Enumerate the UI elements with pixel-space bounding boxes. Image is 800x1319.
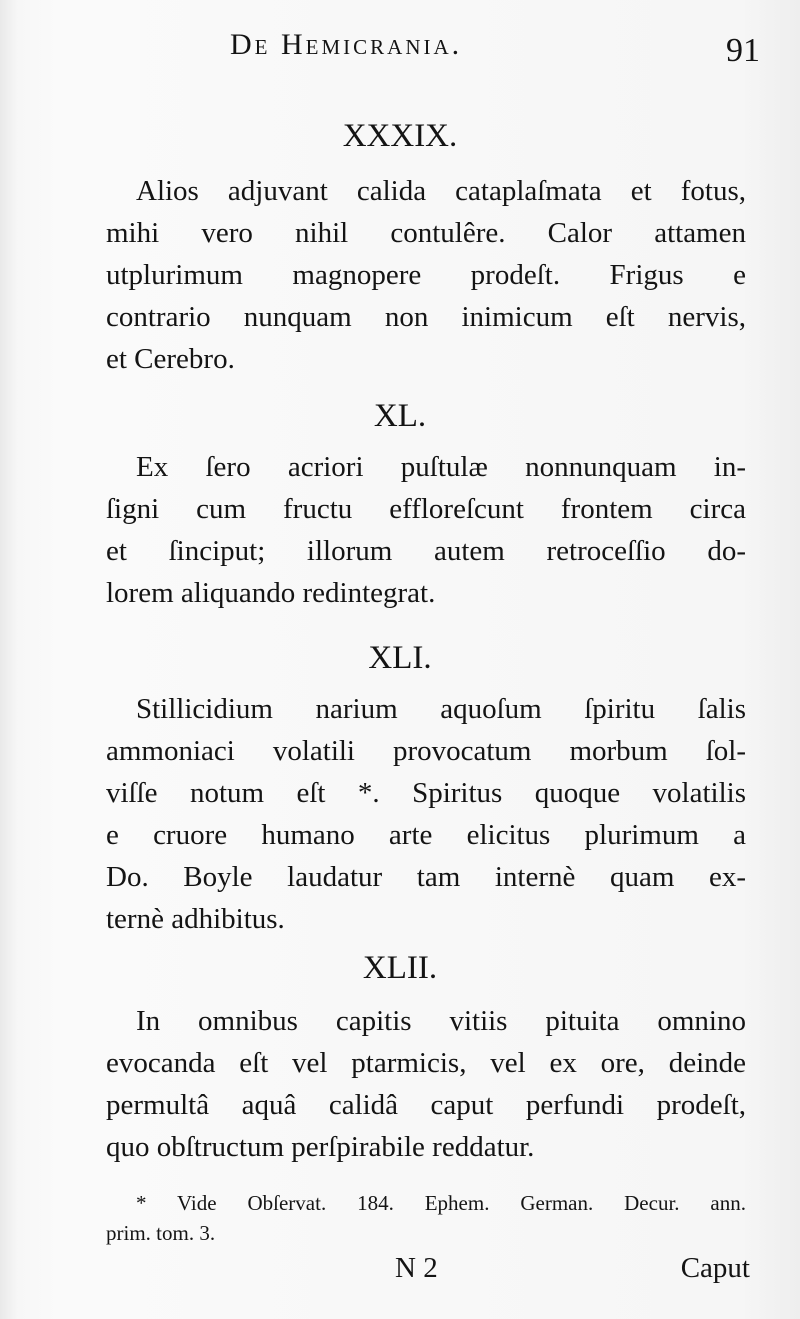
running-head	[230, 28, 760, 88]
text-line: Ex ſero acriori puſtulæ nonnunquam in-	[136, 451, 746, 483]
text-line: viſſe notum eſt *. Spiritus quoque volatilis	[106, 777, 746, 809]
footnote-line: * Vide Obſervat. 184. Ephem. German. Decur. ann.	[136, 1191, 746, 1215]
section-number-xlii: XLII.	[362, 950, 438, 986]
paragraph-xli	[106, 688, 746, 940]
section-number-xl: XL.	[373, 398, 427, 434]
text-line: utplurimum magnopere prodeſt. Frigus e	[106, 259, 746, 291]
text-line: ternè adhibitus.	[106, 903, 285, 935]
text-line: Alios adjuvant calida cataplaſmata et fotus,	[136, 175, 746, 207]
text-line: ſigni cum fructu efflоreſcunt frontem circa	[106, 493, 746, 525]
text-line: Do. Boyle laudatur tam internè quam ex-	[106, 861, 746, 893]
paragraph-xxxix	[106, 170, 746, 380]
text-line: contrario nunquam non inimicum eſt nervis,	[106, 301, 746, 333]
footnote	[106, 1188, 746, 1248]
paragraph-xlii	[106, 1000, 746, 1168]
text-line: et Cerebro.	[106, 343, 235, 375]
text-line: ammoniaci volatili provocatum morbum ſol-	[106, 735, 746, 767]
paragraph-xl	[106, 446, 746, 614]
text-line: permultâ aquâ calidâ caput perfundi prodeſt,	[106, 1089, 746, 1121]
text-line: evocanda eſt vel ptarmicis, vel ex ore, deinde	[106, 1047, 746, 1079]
catchword: Caput	[680, 1252, 750, 1284]
running-title: De Hemicrania.	[230, 28, 463, 61]
section-number-xli: XLI.	[368, 640, 432, 676]
text-line: lorem aliquando redintegrat.	[106, 577, 436, 609]
footnote-line: prim. tom. 3.	[106, 1221, 216, 1245]
signature-mark: N 2	[395, 1252, 438, 1284]
text-line: Stillicidium narium aquoſum ſpiritu ſalis	[136, 693, 746, 725]
text-line: e cruore humano arte elicitus plurimum a	[106, 819, 746, 851]
page-number: 91	[726, 32, 760, 69]
text-line: mihi vero nihil contulêre. Calor attamen	[106, 217, 746, 249]
section-number-xxxix: XXXIX.	[342, 118, 458, 154]
text-line: In omnibus capitis vitiis pituita omnino	[136, 1005, 746, 1037]
text-line: quo obſtructum perſpirabile reddatur.	[106, 1131, 535, 1163]
text-line: et ſinciput; illorum autem retroceſſio do-	[106, 535, 746, 567]
